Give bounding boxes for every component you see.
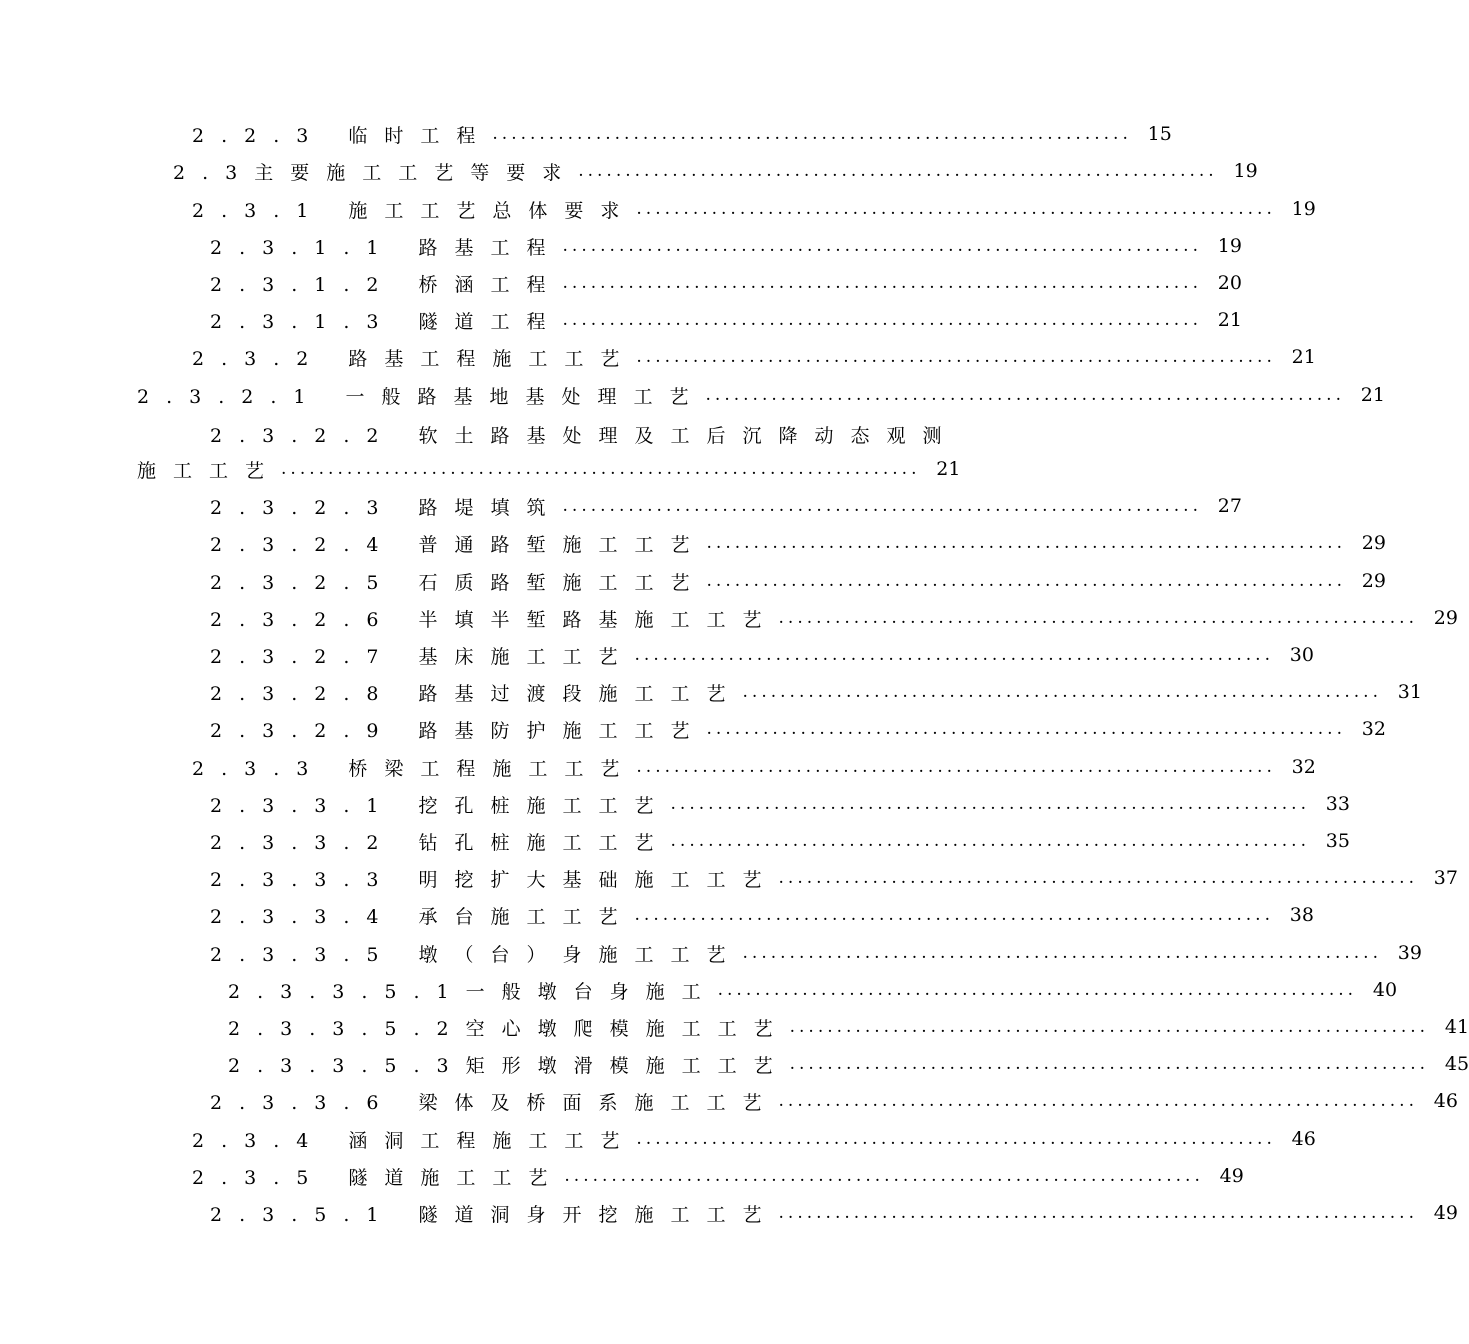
toc-leader-dots: .................................................................... — [778, 868, 1418, 888]
toc-entry-page: 32 — [1291, 756, 1316, 778]
toc-entry-page: 29 — [1361, 570, 1386, 592]
toc-entry-title: 2.3.2.6 半填半堑路基施工工艺 — [210, 608, 779, 631]
toc-leader-dots: .................................................................... — [281, 459, 921, 479]
toc-entry-page: 39 — [1397, 942, 1422, 964]
toc-leader-dots: .................................................................... — [634, 645, 1274, 665]
toc-entry-page: 19 — [1233, 160, 1258, 182]
toc-entry-title: 2.3.3.1 挖孔桩施工工艺 — [210, 794, 671, 817]
toc-entry-page: 37 — [1433, 867, 1458, 889]
toc-leader-dots: .................................................................... — [705, 385, 1345, 405]
toc-leader-dots: .................................................................... — [578, 161, 1218, 181]
toc-entry[interactable] — [228, 1050, 1469, 1078]
toc-leader-dots: .................................................................... — [562, 236, 1202, 256]
toc-entry-page: 49 — [1219, 1165, 1244, 1187]
toc-entry[interactable] — [210, 1087, 1458, 1115]
toc-entry[interactable] — [210, 678, 1422, 706]
toc-leader-dots: .................................................................... — [789, 1054, 1430, 1074]
toc-entry[interactable] — [137, 455, 961, 483]
toc-entry[interactable] — [210, 232, 1242, 260]
toc-leader-dots: .................................................................... — [562, 496, 1202, 516]
toc-entry-page: 27 — [1217, 495, 1242, 517]
toc-leader-dots: .................................................................... — [778, 608, 1418, 628]
toc-entry-title: 2.3.3.3 明挖扩大基础施工工艺 — [210, 868, 779, 891]
toc-entry[interactable] — [210, 715, 1386, 743]
toc-leader-dots: .................................................................... — [706, 571, 1346, 591]
toc-entry[interactable] — [173, 157, 1258, 185]
toc-entry-page: 21 — [1217, 309, 1242, 331]
toc-leader-dots: .................................................................... — [742, 682, 1382, 702]
toc-entry[interactable] — [210, 790, 1350, 818]
toc-entry-title: 2.2.3 临时工程 — [192, 124, 493, 147]
toc-leader-dots: .................................................................... — [492, 124, 1132, 144]
toc-entry-page: 38 — [1289, 904, 1314, 926]
toc-entry[interactable] — [210, 529, 1386, 557]
toc-entry-page: 20 — [1217, 272, 1242, 294]
toc-entry[interactable] — [210, 1199, 1458, 1227]
toc-entry-title: 2.3主要施工工艺等要求 — [173, 161, 579, 184]
toc-leader-dots: .................................................................... — [706, 719, 1346, 739]
toc-entry-title: 2.3.3.4 承台施工工艺 — [210, 905, 635, 928]
toc-entry-title: 2.3.2.5 石质路堑施工工艺 — [210, 571, 707, 594]
toc-entry[interactable] — [192, 1162, 1244, 1190]
toc-entry[interactable] — [192, 1125, 1316, 1153]
toc-entry-title: 2.3.2.3 路堤填筑 — [210, 496, 563, 519]
toc-entry[interactable] — [192, 753, 1316, 781]
toc-entry-page: 21 — [1291, 346, 1316, 368]
toc-entry[interactable] — [210, 641, 1314, 669]
toc-leader-dots: .................................................................... — [789, 1017, 1430, 1037]
toc-entry-title: 2.3.1 施工工艺总体要求 — [192, 199, 637, 222]
toc-entry[interactable] — [210, 492, 1242, 520]
toc-entry[interactable] — [210, 864, 1458, 892]
toc-leader-dots: .................................................................... — [742, 943, 1382, 963]
toc-entry[interactable] — [192, 343, 1316, 371]
toc-entry-title: 2.3.5 隧道施工工艺 — [192, 1166, 565, 1189]
toc-entry-page: 41 — [1444, 1016, 1469, 1038]
toc-entry-title: 2.3.4 涵洞工程施工工艺 — [192, 1129, 637, 1152]
toc-leader-dots: .................................................................... — [636, 1129, 1276, 1149]
toc-entry-page: 19 — [1217, 235, 1242, 257]
toc-entry[interactable] — [210, 306, 1242, 334]
toc-entry-page: 21 — [936, 458, 961, 480]
toc-entry-title: 2.3.2.9 路基防护施工工艺 — [210, 719, 707, 742]
toc-entry[interactable] — [228, 1013, 1469, 1041]
toc-entry-title: 2.3.3 桥梁工程施工工艺 — [192, 757, 637, 780]
toc-entry-title: 2.3.2.2 软土路基处理及工后沉降动态观测 — [210, 424, 959, 447]
toc-entry-title: 2.3.2 路基工程施工工艺 — [192, 347, 637, 370]
toc-entry-title: 2.3.1.2 桥涵工程 — [210, 273, 563, 296]
toc-entry[interactable] — [192, 120, 1172, 148]
toc-entry-page: 33 — [1325, 793, 1350, 815]
toc-entry-page: 49 — [1433, 1202, 1458, 1224]
toc-entry[interactable] — [210, 901, 1314, 929]
toc-entry-title: 2.3.2.8 路基过渡段施工工艺 — [210, 682, 743, 705]
toc-leader-dots: .................................................................... — [636, 199, 1276, 219]
toc-leader-dots: .................................................................... — [564, 1166, 1204, 1186]
toc-entry-title: 2.3.5.1 隧道洞身开挖施工工艺 — [210, 1203, 779, 1226]
toc-entry[interactable] — [137, 381, 1385, 409]
toc-entry-page: 35 — [1325, 830, 1350, 852]
toc-entry-title: 2.3.3.2 钻孔桩施工工艺 — [210, 831, 671, 854]
toc-entry-page: 21 — [1360, 384, 1385, 406]
toc-entry-page: 32 — [1361, 718, 1386, 740]
toc-entry-page: 40 — [1372, 979, 1398, 1001]
toc-entry-page: 46 — [1433, 1090, 1458, 1112]
toc-entry-page: 45 — [1444, 1053, 1469, 1075]
toc-entry[interactable] — [228, 976, 1398, 1004]
toc-entry-title: 2.3.3.5.3矩形墩滑模施工工艺 — [228, 1054, 790, 1077]
toc-entry[interactable] — [210, 939, 1422, 967]
toc-entry-title: 2.3.2.4 普通路堑施工工艺 — [210, 533, 707, 556]
toc-leader-dots: .................................................................... — [670, 794, 1310, 814]
toc-leader-dots: .................................................................... — [706, 533, 1346, 553]
toc-entry[interactable] — [192, 195, 1316, 223]
toc-leader-dots: .................................................................... — [636, 757, 1276, 777]
toc-entry-page: 46 — [1291, 1128, 1316, 1150]
toc-entry[interactable] — [210, 604, 1458, 632]
toc-entry-title: 2.3.3.5 墩（台）身施工工艺 — [210, 943, 743, 966]
toc-entry-page: 19 — [1291, 198, 1316, 220]
toc-leader-dots: .................................................................... — [670, 831, 1310, 851]
toc-leader-dots: .................................................................... — [778, 1091, 1418, 1111]
toc-entry-page: 29 — [1361, 532, 1386, 554]
toc-entry-page: 30 — [1289, 644, 1314, 666]
toc-entry-title: 2.3.2.7 基床施工工艺 — [210, 645, 635, 668]
toc-entry-page: 15 — [1147, 123, 1172, 145]
toc-leader-dots: .................................................................... — [778, 1203, 1418, 1223]
toc-entry-wrapped-title[interactable] — [210, 420, 959, 448]
toc-entry-page: 31 — [1397, 681, 1422, 703]
toc-entry-title: 2.3.2.1 一般路基地基处理工艺 — [137, 385, 706, 408]
toc-leader-dots: .................................................................... — [636, 347, 1276, 367]
toc-entry-title: 2.3.1.1 路基工程 — [210, 236, 563, 259]
toc-leader-dots: .................................................................... — [717, 980, 1358, 1000]
toc-entry-title: 2.3.3.5.2空心墩爬模施工工艺 — [228, 1017, 790, 1040]
toc-entry-page: 29 — [1433, 607, 1458, 629]
toc-entry-title: 2.3.3.5.1一般墩台身施工 — [228, 980, 718, 1003]
toc-entry-title: 2.3.3.6 梁体及桥面系施工工艺 — [210, 1091, 779, 1114]
toc-leader-dots: .................................................................... — [634, 905, 1274, 925]
toc-entry[interactable] — [210, 827, 1350, 855]
toc-leader-dots: .................................................................... — [562, 273, 1202, 293]
toc-entry[interactable] — [210, 269, 1242, 297]
toc-entry[interactable] — [210, 567, 1386, 595]
toc-entry-title-continued: 施工工艺 — [137, 459, 282, 482]
toc-leader-dots: .................................................................... — [562, 310, 1202, 330]
toc-entry-title: 2.3.1.3 隧道工程 — [210, 310, 563, 333]
